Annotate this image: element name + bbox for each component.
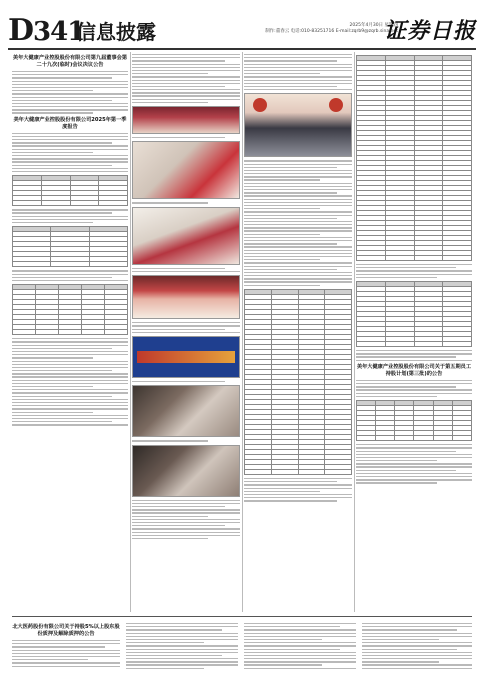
elderly-care-photo (132, 385, 240, 437)
text-block (12, 209, 128, 223)
data-table (12, 226, 128, 267)
text-block (12, 640, 120, 667)
financial-table (244, 289, 352, 475)
event-photo (132, 207, 240, 265)
text-block (12, 71, 128, 114)
header-meta (265, 23, 398, 35)
text-block (132, 500, 240, 540)
text-block (132, 202, 240, 203)
column-divider (242, 52, 243, 612)
data-table (356, 281, 472, 347)
section-title: 信息披露 (76, 20, 156, 44)
data-table (12, 284, 128, 335)
text-block (132, 268, 240, 272)
text-block (132, 137, 240, 138)
red-lantern-icon (253, 98, 267, 112)
column-4 (356, 52, 472, 612)
newspaper-logo: 证券日报 (383, 18, 476, 44)
bottom-column-3 (244, 621, 356, 691)
ceremony-photo (244, 93, 352, 157)
page-number-digits: 341 (33, 17, 85, 47)
text-block (244, 160, 352, 286)
page-number (8, 14, 84, 49)
bottom-column-1 (12, 621, 120, 691)
elderly-care-photo (132, 445, 240, 497)
data-table (356, 400, 472, 441)
text-block (132, 322, 240, 333)
column-1 (12, 52, 128, 612)
page-prefix: D (8, 13, 34, 48)
text-block (12, 133, 128, 173)
event-photo (132, 106, 240, 134)
event-photo (132, 141, 240, 199)
group-photo (132, 275, 240, 319)
column-3 (244, 52, 352, 612)
financial-table (356, 55, 472, 261)
bottom-section (12, 616, 472, 695)
text-block (12, 338, 128, 425)
text-block (244, 54, 352, 90)
column-divider (130, 52, 131, 612)
text-block (12, 270, 128, 281)
text-block (356, 444, 472, 484)
bottom-column-4 (362, 621, 472, 691)
page-header (8, 14, 476, 50)
header-contact: 制作:董春云 电话:010-83251716 E-mail:zqrb9@zqrb.sina.net (265, 29, 398, 34)
notice-title: 美年大健康产业控股股份有限公司2025年第一季度报告 (13, 116, 127, 130)
text-block (362, 623, 472, 669)
column-divider (354, 52, 355, 612)
conference-banner-photo (132, 336, 240, 378)
notice-title: 美年大健康产业控股股份有限公司第九届董事会第二十九次(临时)会议决议公告 (12, 55, 128, 68)
text-block (132, 440, 240, 441)
text-block (356, 380, 472, 397)
bottom-column-2 (126, 621, 238, 691)
red-lantern-icon (329, 98, 343, 112)
notice-title: 北大医药股份有限公司关于持股5%以上股东股份质押及解除质押的公告 (12, 624, 120, 637)
text-block (356, 350, 472, 361)
data-table (12, 175, 128, 206)
text-block (244, 478, 352, 502)
text-block (132, 381, 240, 382)
text-block (244, 623, 356, 669)
header-date: 2025年4月30日 星期四 (349, 23, 398, 28)
banner-stripe (137, 351, 235, 363)
notice-title: 美年大健康产业控股股份有限公司关于第五期员工持股计划(第三批)的公告 (356, 363, 472, 377)
column-2 (132, 52, 240, 612)
text-block (126, 623, 238, 669)
text-block (356, 264, 472, 278)
text-block (132, 54, 240, 103)
